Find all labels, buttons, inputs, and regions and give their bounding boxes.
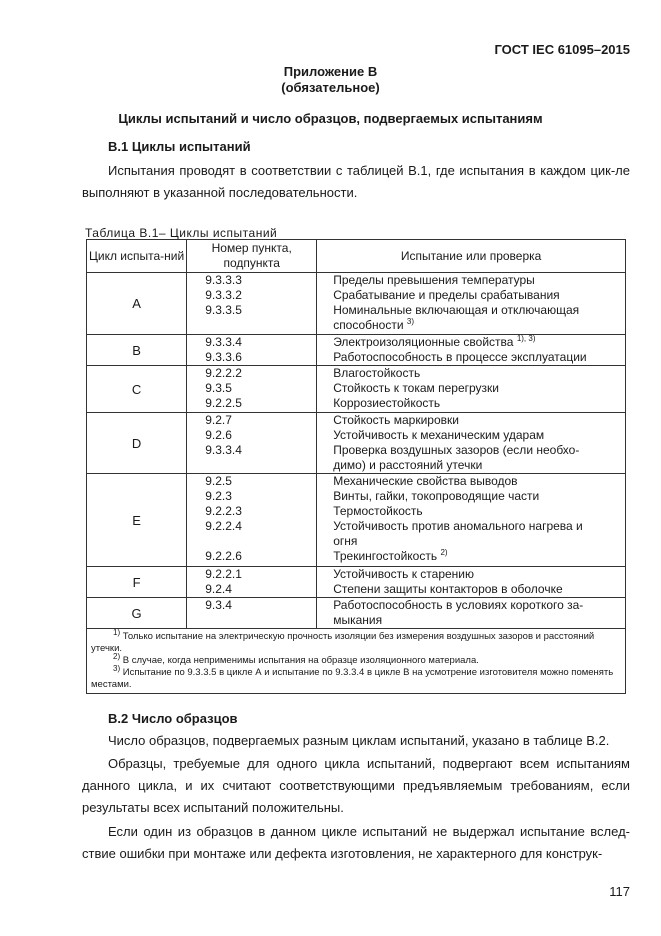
note-text: Испытание по 9.3.3.5 в цикле А и испытание по 9.3.3.4 в цикле В на усмотрение изготовителя можно поменять местами. (91, 667, 614, 690)
note-text: В случае, когда неприменимы испытания на образце изоляционного материала. (122, 655, 479, 666)
cycle-cell: В (87, 335, 187, 366)
test-line (333, 443, 617, 458)
annex-heading: Циклы испытаний и число образцов, подвергаемых испытаниям (118, 111, 543, 126)
table-note (91, 627, 619, 655)
clause-number: 9.2.2.5 (205, 396, 242, 410)
note-text: Только испытание на электрическую прочность изоляции без измерения воздушных зазоров и расстояний утечки. (91, 631, 595, 654)
note-marker: 1) (113, 627, 121, 637)
table-row (87, 474, 626, 567)
clause-cell (187, 273, 317, 335)
test-cell (317, 366, 626, 413)
page-number: 117 (609, 884, 630, 899)
table-notes-row (87, 629, 626, 694)
clause-number (205, 534, 316, 549)
test-text: Устойчивость к старению (333, 567, 474, 581)
test-text: огня (333, 534, 358, 548)
clause-number: 9.2.7 (205, 413, 232, 427)
clause-cell (187, 474, 317, 567)
clause-number: 9.3.3.6 (205, 350, 242, 364)
clause-number: 9.2.2.3 (205, 504, 242, 518)
clause-number: 9.3.3.4 (205, 443, 242, 457)
test-cell (317, 474, 626, 567)
clause-number: 9.2.6 (205, 428, 232, 442)
test-text: Термостойкость (333, 504, 423, 518)
test-line (333, 318, 617, 333)
footnote-marker: 2) (440, 548, 448, 557)
clause-cell (187, 366, 317, 413)
clause-cell (187, 335, 317, 366)
test-line (333, 474, 617, 489)
table-row (87, 567, 626, 598)
test-text: Электроизоляционные свойства (333, 335, 514, 349)
test-text: Коррозиестойкость (333, 396, 441, 410)
clause-number: 9.3.3.3 (205, 273, 242, 287)
footnote-marker: 1), 3) (516, 334, 536, 343)
test-text: Механические свойства выводов (333, 474, 518, 488)
section-b2-paragraph-1: Число образцов, подвергаемых разным циклам испытаний, указано в таблице В.2. (108, 733, 610, 748)
test-text: Устойчивость против аномального нагрева и (333, 519, 583, 533)
note-marker: 2) (113, 651, 121, 661)
test-line (333, 396, 617, 411)
clause-number: 9.2.2.6 (205, 549, 242, 563)
annex-title: Приложение В (283, 64, 378, 79)
section-b2-paragraph-3: Если один из образцов в данном цикле испытаний не выдержал испытание вслед-ствие ошибки при монтаже или дефекта изготовления, не характерного для конструк- (82, 824, 630, 861)
test-line (333, 613, 617, 628)
clause-number: 9.3.5 (205, 381, 232, 395)
clause-number: 9.2.2.2 (205, 366, 242, 380)
test-text: димо) и расстояний утечки (333, 458, 483, 472)
test-cell (317, 598, 626, 629)
test-line (333, 288, 617, 303)
table-row (87, 598, 626, 629)
test-text: Стойкость маркировки (333, 413, 459, 427)
test-text: Трекингостойкость (333, 549, 438, 563)
test-text: Винты, гайки, токопроводящие части (333, 489, 540, 503)
header-clause: Номер пункта, подпункта (187, 240, 317, 273)
header-cycle: Цикл испыта-ний (87, 240, 187, 273)
clause-number: 9.2.3 (205, 489, 232, 503)
section-b2-heading: В.2 Число образцов (108, 711, 238, 726)
test-line (333, 534, 617, 549)
test-line (333, 350, 617, 365)
test-line (333, 519, 617, 534)
test-text: Срабатывание и пределы срабатывания (333, 288, 560, 302)
test-line (333, 273, 617, 288)
cycle-cell: D (87, 413, 187, 474)
test-line (333, 504, 617, 519)
test-line (333, 381, 617, 396)
test-line (333, 458, 617, 473)
clause-cell (187, 598, 317, 629)
clause-number: 9.3.3.4 (205, 335, 242, 349)
table-row (87, 335, 626, 366)
clause-number: 9.2.4 (205, 582, 232, 596)
table-row (87, 413, 626, 474)
test-text: Устойчивость к механическим ударам (333, 428, 545, 442)
test-cell (317, 413, 626, 474)
test-text: Степени защиты контакторов в оболочке (333, 582, 563, 596)
test-text: Работоспособность в процессе эксплуатации (333, 350, 587, 364)
table-header-row (87, 240, 626, 273)
clause-number: 9.3.3.2 (205, 288, 242, 302)
test-cell (317, 273, 626, 335)
table-note (91, 651, 619, 667)
clause-number: 9.2.2.1 (205, 567, 242, 581)
table-note (91, 663, 619, 691)
test-cell (317, 567, 626, 598)
test-text: Работоспособность в условиях короткого за- (333, 598, 584, 612)
test-line (333, 567, 617, 582)
section-b1-heading: В.1 Циклы испытаний (108, 139, 251, 154)
clause-number: 9.3.4 (205, 598, 232, 612)
document-code: ГОСТ IEC 61095–2015 (494, 42, 630, 57)
cycle-cell: F (87, 567, 187, 598)
test-text: Номинальные включающая и отключающая (333, 303, 580, 317)
table-caption: Таблица В.1– Циклы испытаний (85, 226, 278, 240)
table-notes (87, 629, 626, 694)
table-row (87, 273, 626, 335)
test-line (333, 598, 617, 613)
cycle-cell: С (87, 366, 187, 413)
test-text: Проверка воздушных зазоров (если необхо- (333, 443, 580, 457)
cycle-cell: Е (87, 474, 187, 567)
test-cycles-table (86, 239, 626, 694)
section-b1-paragraph: Испытания проводят в соответствии с таблицей В.1, где испытания в каждом цик-ле выполняют в указанной последовательности. (82, 163, 630, 200)
table-row (87, 366, 626, 413)
test-line (333, 303, 617, 318)
annex-subtitle: (обязательное) (281, 80, 380, 95)
clause-cell (187, 413, 317, 474)
test-text: Пределы превышения температуры (333, 273, 535, 287)
note-marker: 3) (113, 663, 121, 673)
test-line (333, 489, 617, 504)
cycle-cell: G (87, 598, 187, 629)
section-b2-paragraph-2: Образцы, требуемые для одного цикла испытаний, подвергают всем испытаниям данного цикла, и их считают соответствующими предъявляемым требованиям, если результаты всех испытаний положительны. (82, 756, 630, 815)
test-line (333, 428, 617, 443)
clause-number: 9.2.2.4 (205, 519, 242, 533)
test-text: Стойкость к токам перегрузки (333, 381, 500, 395)
test-line (333, 582, 617, 597)
header-test: Испытание или проверка (317, 240, 626, 273)
test-text: мыкания (333, 613, 383, 627)
test-line (333, 549, 617, 564)
footnote-marker: 3) (406, 317, 415, 326)
clause-number: 9.3.3.5 (205, 303, 242, 317)
clause-cell (187, 567, 317, 598)
test-line (333, 413, 617, 428)
test-text: Влагостойкость (333, 366, 421, 380)
clause-number: 9.2.5 (205, 474, 232, 488)
test-line (333, 335, 617, 350)
test-text: способности (333, 318, 404, 332)
cycle-cell: А (87, 273, 187, 335)
test-cell (317, 335, 626, 366)
test-line (333, 366, 617, 381)
